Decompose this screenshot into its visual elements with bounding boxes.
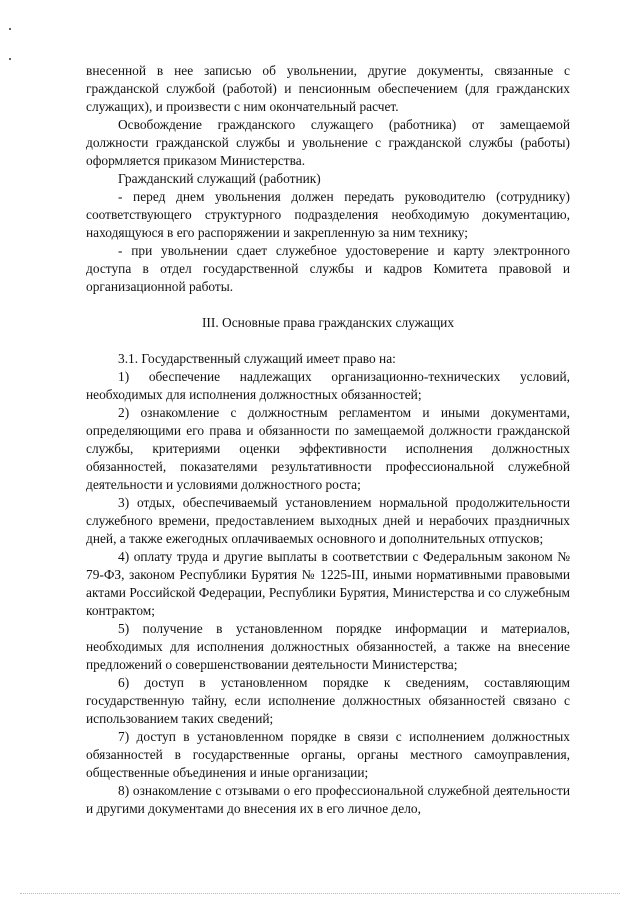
paragraph: 3) отдых, обеспечиваемый установлением нормальной продолжительности служебного времени, предоставлением выходных дней и нерабочих праздничных дней, а также ежегодных оплачиваемых основного и дополнительных отпусков;: [86, 495, 570, 546]
paragraph: 3.1. Государственный служащий имеет право на:: [118, 351, 396, 366]
paragraph: 2) ознакомление с должностным регламентом и иными документами, определяющими его права и обязанности по замещаемой должности гражданской службы, критериями оценки эффективности исполнения должностных обязанностей, показателями результативности профессиональной служебной деятельности и условиями должностного роста;: [86, 405, 570, 492]
paragraphs-bottom: [86, 350, 570, 818]
paragraph: 8) ознакомление с отзывами о его профессиональной служебной деятельности и другими документами до внесения их в его личное дело,: [86, 783, 570, 816]
scan-mark: [9, 58, 11, 60]
paragraph: - при увольнении сдает служебное удостоверение и карту электронного доступа в отдел государственной службы и кадров Комитета правовой и организационной работы.: [86, 243, 570, 294]
paragraph: Освобождение гражданского служащего (работника) от замещаемой должности гражданской службы и увольнение с гражданской службы (работы) оформляется приказом Министерства.: [86, 117, 570, 168]
paragraph: 7) доступ в установленном порядке в связи с исполнением должностных обязанностей в государственные органы, органы местного самоуправления, общественные объединения и иные организации;: [86, 729, 570, 780]
paragraph: Гражданский служащий (работник): [118, 171, 321, 186]
paragraph: - перед днем увольнения должен передать руководителю (сотруднику) соответствующего структурного подразделения необходимую документацию, находящуюся в его распоряжении и закрепленную за ним технику;: [86, 189, 570, 240]
paragraph: внесенной в нее записью об увольнении, другие документы, связанные с гражданской службой (работой) и пенсионным обеспечением (для гражданских служащих), и произвести с ним окончательный расчет.: [86, 63, 570, 114]
paragraphs-top: [86, 62, 570, 296]
document-page: [86, 62, 570, 818]
scan-mark: [9, 28, 11, 30]
paragraph: 4) оплату труда и другие выплаты в соответствии с Федеральным законом № 79-ФЗ, законом Республики Бурятия № 1225-III, иными нормативными правовыми актами Российской Федерации, Республики Бурятия, Министерства и со служебным контрактом;: [86, 549, 570, 618]
section-heading: III. Основные права гражданских служащих: [201, 315, 455, 330]
paragraph: 5) получение в установленном порядке информации и материалов, необходимых для исполнения должностных обязанностей, а также на внесение предложений о совершенствовании деятельности Министерства;: [86, 621, 570, 672]
scan-border-noise: [20, 893, 620, 896]
paragraph: 6) доступ в установленном порядке к сведениям, составляющим государственную тайну, если исполнение должностных обязанностей связано с использованием таких сведений;: [86, 675, 570, 726]
paragraph: 1) обеспечение надлежащих организационно-технических условий, необходимых для исполнения должностных обязанностей;: [86, 369, 570, 402]
